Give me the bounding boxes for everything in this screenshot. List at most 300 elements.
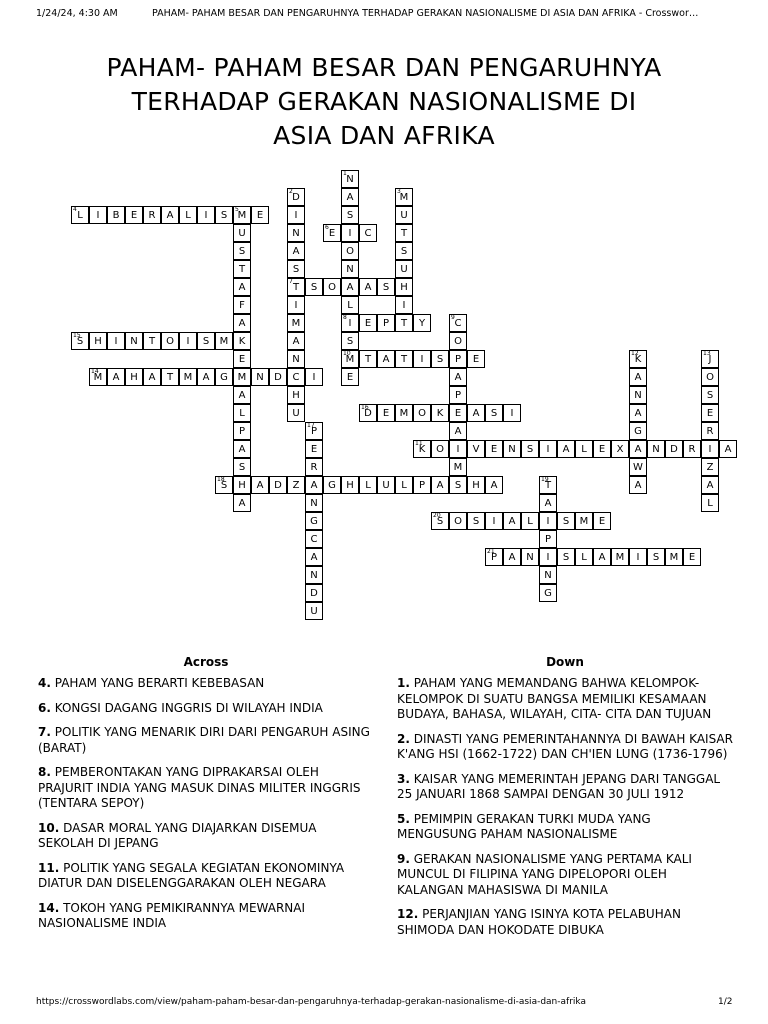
- clue-number: 2.: [397, 731, 410, 746]
- cell-letter: S: [382, 282, 390, 293]
- clue-down: [397, 732, 733, 763]
- cell-letter: H: [292, 390, 300, 401]
- grid-cell: [611, 548, 629, 566]
- grid-cell: [431, 440, 449, 458]
- grid-cell: [287, 206, 305, 224]
- grid-cell: [215, 332, 233, 350]
- cell-letter: A: [166, 210, 174, 221]
- cell-letter: A: [724, 444, 732, 455]
- grid-cell: [413, 404, 431, 422]
- cell-letter: T: [400, 228, 408, 239]
- grid-cell: [323, 476, 341, 494]
- grid-cell: [449, 314, 467, 332]
- grid-cell: [701, 440, 719, 458]
- grid-cell: [197, 332, 215, 350]
- grid-cell: [395, 242, 413, 260]
- cell-letter: H: [472, 480, 480, 491]
- grid-cell: [341, 350, 359, 368]
- grid-cell: [395, 404, 413, 422]
- grid-cell: [341, 332, 359, 350]
- cell-letter: S: [220, 210, 228, 221]
- grid-cell: [575, 440, 593, 458]
- cell-letter: U: [382, 480, 390, 491]
- grid-cell: [215, 476, 233, 494]
- cell-letter: S: [346, 210, 354, 221]
- cell-letter: L: [581, 552, 587, 563]
- grid-cell: [539, 530, 557, 548]
- cell-letter: T: [292, 282, 300, 293]
- cell-letter: M: [237, 372, 247, 383]
- cell-letter: A: [238, 498, 246, 509]
- grid-cell: [71, 332, 89, 350]
- grid-cell: [305, 512, 323, 530]
- cell-number: 12: [631, 350, 639, 357]
- cell-letter: N: [310, 570, 318, 581]
- grid-cell: [143, 368, 161, 386]
- grid-cell: [593, 512, 611, 530]
- cell-letter: M: [669, 552, 679, 563]
- grid-cell: [539, 512, 557, 530]
- clue-across: [38, 821, 374, 852]
- down-heading: Down: [546, 655, 584, 669]
- cell-number: 1: [343, 170, 347, 177]
- cell-letter: S: [400, 246, 408, 257]
- cell-letter: I: [492, 516, 496, 527]
- clue-across: [38, 725, 374, 756]
- cell-letter: E: [598, 444, 606, 455]
- cell-letter: J: [708, 354, 712, 365]
- grid-cell: [233, 278, 251, 296]
- grid-cell: [701, 494, 719, 512]
- cell-letter: A: [256, 480, 264, 491]
- grid-cell: [233, 224, 251, 242]
- grid-cell: [485, 476, 503, 494]
- cell-letter: O: [706, 372, 714, 383]
- clue-text: PEMIMPIN GERAKAN TURKI MUDA YANG MENGUSUNG PAHAM NASIONALISME: [397, 811, 651, 841]
- cell-letter: T: [400, 318, 408, 329]
- cell-letter: S: [706, 390, 714, 401]
- grid-cell: [647, 440, 665, 458]
- cell-letter: A: [634, 372, 642, 383]
- cell-letter: N: [526, 552, 534, 563]
- cell-number: 16: [361, 404, 369, 411]
- cell-number: 5: [235, 206, 239, 213]
- grid-cell: [287, 242, 305, 260]
- cell-letter: R: [310, 462, 318, 473]
- cell-letter: L: [527, 516, 533, 527]
- grid-cell: [233, 368, 251, 386]
- cell-letter: S: [202, 336, 210, 347]
- cell-letter: U: [400, 210, 408, 221]
- grid-cell: [161, 206, 179, 224]
- cell-letter: N: [292, 354, 300, 365]
- cell-letter: A: [508, 552, 516, 563]
- grid-cell: [341, 188, 359, 206]
- cell-letter: O: [166, 336, 174, 347]
- grid-cell: [467, 350, 485, 368]
- cell-letter: P: [454, 390, 462, 401]
- grid-cell: [485, 440, 503, 458]
- print-document-title: PAHAM- PAHAM BESAR DAN PENGARUHNYA TERHADAP GERAKAN NASIONALISME DI ASIA DAN AFRIKA - Crosswor…: [152, 8, 699, 19]
- across-heading: Across: [183, 655, 229, 669]
- cell-letter: I: [114, 336, 118, 347]
- cell-letter: M: [183, 372, 193, 383]
- cell-letter: K: [634, 354, 642, 365]
- clue-number: 10.: [38, 820, 60, 835]
- cell-letter: H: [400, 282, 408, 293]
- cell-letter: X: [616, 444, 624, 455]
- cell-letter: A: [238, 390, 246, 401]
- grid-cell: [395, 206, 413, 224]
- cell-letter: A: [346, 282, 354, 293]
- grid-cell: [539, 566, 557, 584]
- cell-letter: W: [633, 462, 643, 473]
- clue-text: DASAR MORAL YANG DIAJARKAN DISEMUA SEKOLAH DI JEPANG: [38, 820, 317, 850]
- cell-letter: K: [238, 336, 246, 347]
- grid-cell: [233, 314, 251, 332]
- grid-cell: [341, 260, 359, 278]
- grid-cell: [395, 350, 413, 368]
- clue-number: 7.: [38, 725, 51, 739]
- grid-cell: [413, 350, 431, 368]
- grid-cell: [287, 260, 305, 278]
- grid-cell: [629, 386, 647, 404]
- cell-letter: O: [418, 408, 426, 419]
- grid-cell: [593, 548, 611, 566]
- cell-letter: C: [310, 534, 318, 545]
- cell-letter: D: [670, 444, 678, 455]
- grid-cell: [395, 314, 413, 332]
- grid-cell: [395, 260, 413, 278]
- grid-cell: [377, 350, 395, 368]
- grid-cell: [287, 314, 305, 332]
- clue-text: PAHAM YANG MEMANDANG BAHWA KELOMPOK- KELOMPOK DI SUATU BANGSA MEMILIKI KESAMAAN BUDAYA, BAHASA, WILAYAH, CITA- CITA DAN TUJUAN: [397, 676, 712, 721]
- grid-cell: [449, 512, 467, 530]
- grid-cell: [557, 440, 575, 458]
- grid-cell: [305, 440, 323, 458]
- grid-cell: [467, 404, 485, 422]
- cell-letter: D: [364, 408, 372, 419]
- cell-letter: A: [706, 480, 714, 491]
- grid-cell: [107, 332, 125, 350]
- cell-letter: I: [96, 210, 100, 221]
- grid-cell: [539, 584, 557, 602]
- cell-letter: Z: [706, 462, 714, 473]
- grid-cell: [629, 368, 647, 386]
- cell-letter: S: [472, 516, 480, 527]
- grid-cell: [629, 440, 647, 458]
- grid-cell: [287, 368, 305, 386]
- cell-letter: I: [420, 354, 424, 365]
- grid-cell: [395, 296, 413, 314]
- cell-number: 21: [487, 548, 495, 555]
- cell-letter: P: [382, 318, 390, 329]
- grid-cell: [233, 350, 251, 368]
- grid-cell: [233, 494, 251, 512]
- clue-across: [38, 701, 374, 717]
- clue-down: [397, 852, 733, 899]
- cell-letter: R: [706, 426, 714, 437]
- clue-text: PERJANJIAN YANG ISINYA KOTA PELABUHAN SHIMODA DAN HOKODATE DIBUKA: [397, 907, 681, 937]
- cell-letter: P: [418, 480, 426, 491]
- cell-number: 7: [289, 278, 293, 285]
- cell-letter: A: [544, 498, 552, 509]
- cell-number: 13: [703, 350, 711, 357]
- cell-letter: E: [130, 210, 138, 221]
- cell-letter: E: [346, 372, 354, 383]
- cell-letter: Y: [418, 318, 426, 329]
- grid-cell: [503, 548, 521, 566]
- clue-across: [38, 861, 374, 892]
- grid-cell: [143, 206, 161, 224]
- cell-letter: A: [292, 246, 300, 257]
- cell-letter: P: [238, 426, 246, 437]
- cell-letter: I: [636, 552, 640, 563]
- cell-number: 6: [325, 224, 329, 231]
- cell-letter: N: [292, 228, 300, 239]
- grid-cell: [449, 368, 467, 386]
- grid-cell: [341, 368, 359, 386]
- grid-cell: [377, 314, 395, 332]
- grid-cell: [629, 422, 647, 440]
- grid-cell: [557, 512, 575, 530]
- cell-letter: A: [472, 408, 480, 419]
- cell-letter: I: [348, 228, 352, 239]
- grid-cell: [395, 476, 413, 494]
- grid-cell: [521, 440, 539, 458]
- title-line: PAHAM- PAHAM BESAR DAN PENGARUHNYA: [106, 52, 662, 82]
- cell-letter: A: [238, 282, 246, 293]
- grid-cell: [377, 404, 395, 422]
- cell-letter: I: [402, 300, 406, 311]
- cell-letter: S: [436, 516, 444, 527]
- grid-cell: [107, 368, 125, 386]
- cell-letter: S: [310, 282, 318, 293]
- grid-cell: [287, 386, 305, 404]
- footer-url[interactable]: https://crosswordlabs.com/view/paham-paham-besar-dan-pengaruhnya-terhadap-gerakan-nasionalisme-di-asia-dan-afrika: [36, 997, 586, 1007]
- cell-letter: I: [546, 552, 550, 563]
- grid-cell: [305, 566, 323, 584]
- clue-number: 9.: [397, 851, 410, 866]
- cell-number: 18: [217, 476, 225, 483]
- cell-letter: L: [581, 444, 587, 455]
- grid-cell: [233, 242, 251, 260]
- grid-cell: [629, 548, 647, 566]
- grid-cell: [593, 440, 611, 458]
- cell-letter: N: [652, 444, 660, 455]
- cell-letter: I: [708, 444, 712, 455]
- cell-letter: L: [77, 210, 83, 221]
- cell-letter: D: [310, 588, 318, 599]
- cell-letter: V: [472, 444, 480, 455]
- grid-cell: [305, 494, 323, 512]
- cell-letter: S: [436, 354, 444, 365]
- across-clue-list: [38, 676, 374, 941]
- grid-cell: [377, 278, 395, 296]
- cell-letter: M: [399, 408, 409, 419]
- clue-number: 11.: [38, 860, 60, 875]
- cell-letter: S: [490, 408, 498, 419]
- grid-cell: [305, 584, 323, 602]
- grid-cell: [449, 386, 467, 404]
- cell-letter: T: [238, 264, 246, 275]
- grid-cell: [341, 206, 359, 224]
- cell-letter: E: [382, 408, 390, 419]
- clue-text: KONGSI DAGANG INGGRIS DI WILAYAH INDIA: [54, 700, 323, 715]
- cell-letter: M: [345, 354, 355, 365]
- cell-letter: G: [544, 588, 552, 599]
- cell-letter: A: [202, 372, 210, 383]
- grid-cell: [233, 404, 251, 422]
- grid-cell: [539, 548, 557, 566]
- grid-cell: [359, 224, 377, 242]
- clue-text: KAISAR YANG MEMERINTAH JEPANG DARI TANGGAL 25 JANUARI 1868 SAMPAI DENGAN 30 JULI 1912: [397, 771, 721, 801]
- grid-cell: [431, 404, 449, 422]
- cell-letter: T: [400, 354, 408, 365]
- cell-letter: S: [454, 480, 462, 491]
- grid-cell: [413, 440, 431, 458]
- cell-number: 2: [289, 188, 293, 195]
- grid-cell: [287, 350, 305, 368]
- cell-letter: O: [436, 444, 444, 455]
- grid-cell: [305, 278, 323, 296]
- cell-letter: I: [510, 408, 514, 419]
- cell-letter: I: [546, 516, 550, 527]
- cell-letter: N: [310, 498, 318, 509]
- cell-letter: E: [364, 318, 372, 329]
- grid-cell: [701, 404, 719, 422]
- cell-letter: S: [346, 336, 354, 347]
- grid-cell: [125, 332, 143, 350]
- grid-cell: [251, 476, 269, 494]
- cell-letter: A: [598, 552, 606, 563]
- cell-letter: E: [310, 444, 318, 455]
- cell-letter: E: [472, 354, 480, 365]
- grid-cell: [233, 332, 251, 350]
- cell-letter: N: [346, 174, 354, 185]
- grid-cell: [395, 224, 413, 242]
- cell-letter: L: [185, 210, 191, 221]
- cell-letter: I: [312, 372, 316, 383]
- grid-cell: [233, 422, 251, 440]
- grid-cell: [233, 386, 251, 404]
- grid-cell: [305, 530, 323, 548]
- grid-cell: [197, 206, 215, 224]
- cell-letter: M: [615, 552, 625, 563]
- grid-cell: [575, 512, 593, 530]
- cell-letter: E: [490, 444, 498, 455]
- cell-letter: F: [239, 300, 245, 311]
- cell-letter: A: [364, 282, 372, 293]
- cell-letter: E: [256, 210, 264, 221]
- grid-cell: [413, 314, 431, 332]
- cell-letter: T: [544, 480, 552, 491]
- grid-cell: [611, 440, 629, 458]
- cell-letter: A: [454, 426, 462, 437]
- grid-cell: [449, 440, 467, 458]
- cell-letter: A: [508, 516, 516, 527]
- grid-cell: [215, 206, 233, 224]
- grid-cell: [251, 368, 269, 386]
- clue-text: POLITIK YANG MENARIK DIRI DARI PENGARUH ASING (BARAT): [38, 725, 370, 755]
- grid-cell: [287, 296, 305, 314]
- cell-letter: M: [291, 318, 301, 329]
- grid-cell: [233, 476, 251, 494]
- grid-cell: [179, 332, 197, 350]
- cell-letter: S: [526, 444, 534, 455]
- cell-letter: N: [544, 570, 552, 581]
- cell-letter: N: [634, 390, 642, 401]
- cell-letter: P: [544, 534, 552, 545]
- clue-text: PEMBERONTAKAN YANG DIPRAKARSAI OLEH PRAJURIT INDIA YANG MASUK DINAS MILITER INGGRIS (TENTARA SEPOY): [38, 765, 361, 810]
- clue-down: [397, 772, 733, 803]
- cell-letter: M: [453, 462, 463, 473]
- cell-letter: A: [310, 552, 318, 563]
- cell-letter: M: [219, 336, 229, 347]
- grid-cell: [89, 368, 107, 386]
- cell-letter: D: [274, 480, 282, 491]
- grid-cell: [143, 332, 161, 350]
- grid-cell: [629, 476, 647, 494]
- grid-cell: [485, 548, 503, 566]
- cell-letter: C: [364, 228, 372, 239]
- grid-cell: [233, 440, 251, 458]
- cell-letter: B: [112, 210, 120, 221]
- cell-letter: O: [454, 516, 462, 527]
- cell-letter: T: [166, 372, 174, 383]
- cell-letter: S: [238, 246, 246, 257]
- cell-letter: G: [634, 426, 642, 437]
- cell-letter: E: [238, 354, 246, 365]
- grid-cell: [449, 332, 467, 350]
- cell-letter: G: [310, 516, 318, 527]
- cell-number: 11: [415, 440, 423, 447]
- cell-letter: U: [310, 606, 318, 617]
- grid-cell: [341, 296, 359, 314]
- cell-letter: N: [130, 336, 138, 347]
- grid-cell: [287, 476, 305, 494]
- grid-cell: [575, 548, 593, 566]
- clue-across: [38, 765, 374, 812]
- grid-cell: [341, 170, 359, 188]
- clue-text: POLITIK YANG SEGALA KEGIATAN EKONOMINYA DIATUR DAN DISELENGGARAKAN OLEH NEGARA: [38, 860, 345, 890]
- cell-letter: S: [652, 552, 660, 563]
- grid-cell: [233, 206, 251, 224]
- grid-cell: [323, 278, 341, 296]
- grid-cell: [485, 512, 503, 530]
- grid-cell: [701, 386, 719, 404]
- grid-cell: [539, 440, 557, 458]
- clue-text: DINASTI YANG PEMERINTAHANNYA DI BAWAH KAISAR K'ANG HSI (1662-1722) DAN CH'IEN LUNG (1736-1796): [397, 731, 733, 761]
- cell-letter: C: [454, 318, 462, 329]
- cell-letter: E: [454, 408, 462, 419]
- grid-cell: [107, 206, 125, 224]
- grid-cell: [539, 494, 557, 512]
- cell-letter: C: [292, 372, 300, 383]
- grid-cell: [341, 242, 359, 260]
- grid-cell: [287, 278, 305, 296]
- clue-number: 6.: [38, 700, 51, 715]
- cell-letter: G: [220, 372, 228, 383]
- grid-cell: [233, 260, 251, 278]
- cell-number: 8: [343, 314, 347, 321]
- cell-letter: M: [579, 516, 589, 527]
- cell-letter: I: [204, 210, 208, 221]
- cell-letter: S: [238, 462, 246, 473]
- clue-number: 14.: [38, 900, 60, 915]
- cell-letter: U: [400, 264, 408, 275]
- clue-text: PAHAM YANG BERARTI KEBEBASAN: [54, 676, 265, 690]
